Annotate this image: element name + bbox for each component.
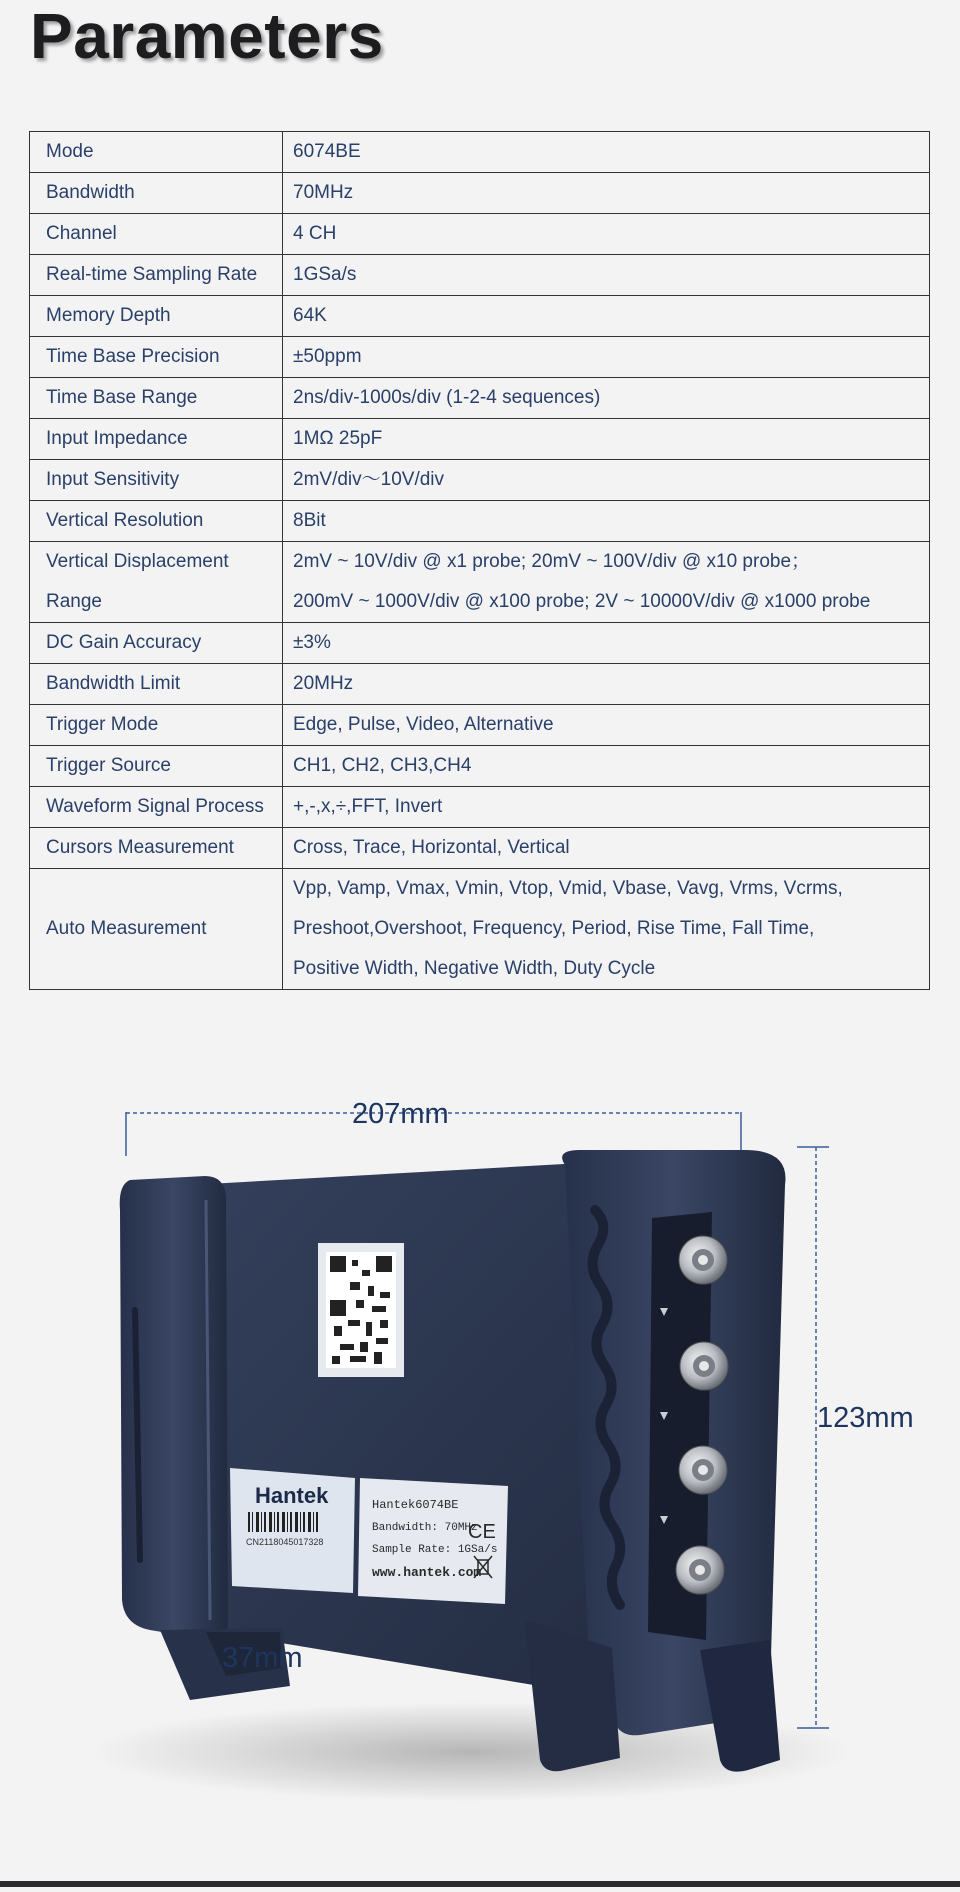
spec-value-cell [283,419,930,460]
spec-name: Bandwidth [46,182,135,203]
spec-value: 6074BE [293,141,361,162]
spec-name-cell [30,132,283,173]
spec-value: ±50ppm [293,346,362,367]
spec-value: 1MΩ 25pF [293,428,383,449]
table-row [30,828,930,869]
table-row [30,501,930,542]
spec-value-cell [283,705,930,746]
table-row [30,255,930,296]
table-row [30,746,930,787]
spec-value: +,-,x,÷,FFT, Invert [293,796,443,817]
spec-name-cell [30,542,283,623]
spec-value: Vpp, Vamp, Vmax, Vmin, Vtop, Vmid, Vbase, Vavg, Vrms, Vcrms, [293,878,843,899]
brand-label [230,1468,355,1593]
serial-number: CN2118045017328 [246,1537,324,1547]
spec-name-cell [30,378,283,419]
spec-value: 4 CH [293,223,337,244]
table-row [30,460,930,501]
spec-name-cell [30,705,283,746]
page-title: Parameters [30,0,384,72]
spec-name: DC Gain Accuracy [46,632,202,653]
spec-name-cell [30,255,283,296]
table-row [30,542,930,623]
spec-value: Positive Width, Negative Width, Duty Cycle [293,958,656,979]
spec-name: Input Impedance [46,428,188,449]
spec-name: Time Base Range [46,387,198,408]
spec-value: 1GSa/s [293,264,357,285]
spec-name: Auto Measurement [46,918,207,939]
spec-value-cell [283,173,930,214]
table-row [30,419,930,460]
spec-value: 20MHz [293,673,354,694]
spec-name: Channel [46,223,117,244]
height-dimension [797,1147,829,1728]
spec-label-bandwidth: Bandwidth: 70MHz [372,1522,478,1534]
spec-label-sample-rate: Sample Rate: 1GSa/s [372,1544,498,1556]
spec-value: CH1, CH2, CH3,CH4 [293,755,472,776]
height-dimension-label: 123mm [817,1402,914,1434]
spec-value: 8Bit [293,510,326,531]
spec-value-cell [283,296,930,337]
qr-code [318,1243,404,1377]
table-row [30,337,930,378]
table-row [30,296,930,337]
spec-value-cell [283,501,930,542]
spec-value-cell [283,337,930,378]
spec-value-cell [283,214,930,255]
table-row [30,787,930,828]
spec-name: Range [46,591,102,612]
spec-value-cell [283,746,930,787]
spec-value-cell [283,542,930,623]
spec-name-cell [30,623,283,664]
spec-value: 2mV ~ 10V/div @ x1 probe; 20mV ~ 100V/div @ x10 probe； [293,551,811,572]
spec-label [358,1478,508,1604]
spec-value: ±3% [293,632,331,653]
spec-name: Mode [46,141,94,162]
depth-dimension-label: 37mm [222,1642,303,1674]
table-row [30,173,930,214]
table-row [30,623,930,664]
spec-value-cell [283,828,930,869]
spec-name: Real-time Sampling Rate [46,264,258,285]
spec-name-cell [30,746,283,787]
spec-name: Vertical Resolution [46,510,204,531]
spec-name: Vertical Displacement [46,551,229,572]
spec-name-cell [30,173,283,214]
spec-name-cell [30,787,283,828]
spec-value-cell [283,623,930,664]
spec-name-cell [30,664,283,705]
spec-value-cell [283,132,930,173]
table-row [30,214,930,255]
spec-name: Time Base Precision [46,346,220,367]
spec-value-cell [283,460,930,501]
table-row [30,869,930,990]
spec-name: Trigger Mode [46,714,159,735]
spec-name: Trigger Source [46,755,171,776]
spec-value-cell [283,664,930,705]
brand-name: Hantek [255,1483,329,1508]
spec-name-cell [30,337,283,378]
spec-name-cell [30,296,283,337]
spec-name: Input Sensitivity [46,469,180,490]
table-row [30,705,930,746]
spec-name-cell [30,419,283,460]
oscilloscope-illustration [0,1000,960,1887]
spec-value-cell [283,378,930,419]
spec-name: Cursors Measurement [46,837,234,858]
spec-name-cell [30,828,283,869]
width-dimension-label: 207mm [352,1098,449,1130]
spec-value: Cross, Trace, Horizontal, Vertical [293,837,570,858]
spec-name-cell [30,501,283,542]
spec-name: Waveform Signal Process [46,796,264,817]
spec-name-cell [30,214,283,255]
table-row [30,378,930,419]
table-row [30,664,930,705]
spec-label-model: Hantek6074BE [372,1498,459,1512]
spec-value: Edge, Pulse, Video, Alternative [293,714,554,735]
spec-value: 64K [293,305,327,326]
spec-value-cell [283,869,930,990]
ce-mark: CE [468,1521,496,1543]
parameters-table [29,131,930,990]
spec-value: 2ns/div-1000s/div (1-2-4 sequences) [293,387,601,408]
spec-value: Preshoot,Overshoot, Frequency, Period, Rise Time, Fall Time, [293,918,815,939]
spec-label-website: www.hantek.com [372,1565,482,1580]
spec-value: 70MHz [293,182,354,203]
spec-name-cell [30,869,283,990]
spec-value: 2mV/div～10V/div [293,469,445,490]
bottom-bar [0,1881,960,1887]
spec-name: Memory Depth [46,305,171,326]
spec-name-cell [30,460,283,501]
table-row [30,132,930,173]
product-photo [0,1000,960,1887]
spec-value-cell [283,787,930,828]
spec-value-cell [283,255,930,296]
spec-name: Bandwidth Limit [46,673,181,694]
spec-value: 200mV ~ 1000V/div @ x100 probe; 2V ~ 10000V/div @ x1000 probe [293,591,871,612]
